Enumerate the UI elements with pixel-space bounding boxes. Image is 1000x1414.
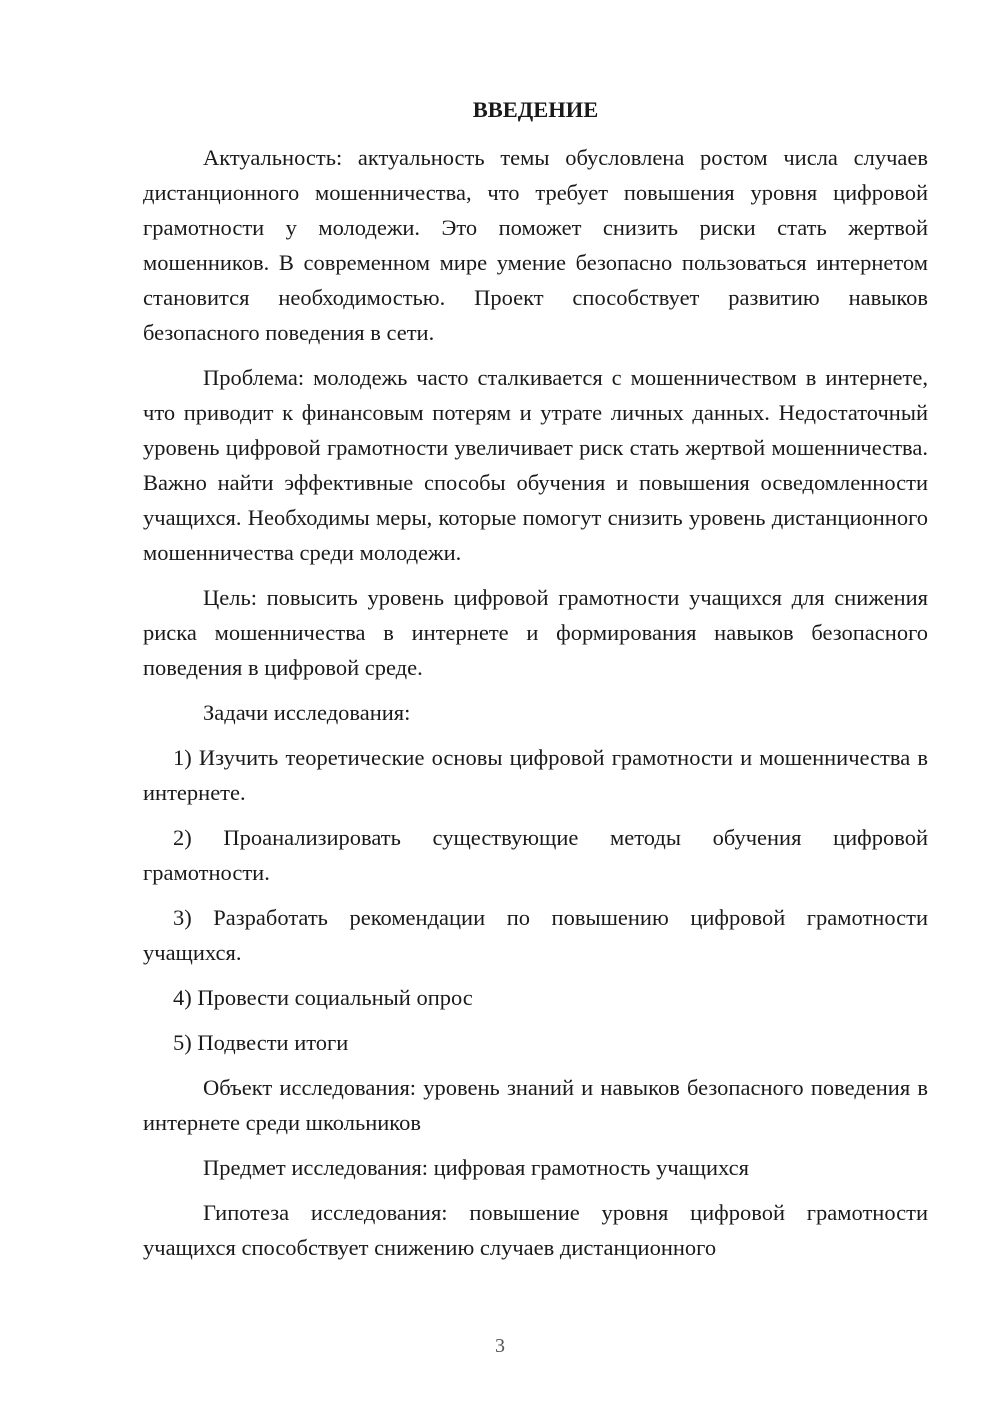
document-page <box>143 92 928 1275</box>
goal-paragraph: Цель: повысить уровень цифровой грамотности учащихся для снижения риска мошенничества в интернете и формирования навыков безопасного поведения в цифровой среде. <box>143 585 928 680</box>
task-item-3: 3) Разработать рекомендации по повышению цифровой грамотности учащихся. <box>143 905 928 965</box>
tasks-heading: Задачи исследования: <box>203 700 411 725</box>
task-item-2: 2) Проанализировать существующие методы обучения цифровой грамотности. <box>143 825 928 885</box>
page-title: ВВЕДЕНИЕ <box>472 97 599 122</box>
subject-paragraph: Предмет исследования: цифровая грамотность учащихся <box>203 1155 749 1180</box>
object-paragraph: Объект исследования: уровень знаний и навыков безопасного поведения в интернете среди школьников <box>143 1075 928 1135</box>
task-item-1: 1) Изучить теоретические основы цифровой грамотности и мошенничества в интернете. <box>143 745 928 805</box>
relevance-paragraph: Актуальность: актуальность темы обусловлена ростом числа случаев дистанционного мошенничества, что требует повышения уровня цифровой грамотности у молодежи. Это поможет снизить риски стать жертвой мошенников. В современном мире умение безопасно пользоваться интернетом становится необходимостью. Проект способствует развитию навыков безопасного поведения в сети. <box>143 145 928 345</box>
task-item-5: 5) Подвести итоги <box>173 1030 349 1055</box>
task-item-4: 4) Провести социальный опрос <box>173 985 473 1010</box>
hypothesis-paragraph: Гипотеза исследования: повышение уровня цифровой грамотности учащихся способствует снижению случаев дистанционного <box>143 1200 928 1260</box>
page-number: 3 <box>495 1335 505 1357</box>
problem-paragraph: Проблема: молодежь часто сталкивается с мошенничеством в интернете, что приводит к финансовым потерям и утрате личных данных. Недостаточный уровень цифровой грамотности увеличивает риск стать жертвой мошенничества. Важно найти эффективные способы обучения и повышения осведомленности учащихся. Необходимы меры, которые помогут снизить уровень дистанционного мошенничества среди молодежи. <box>143 365 928 565</box>
